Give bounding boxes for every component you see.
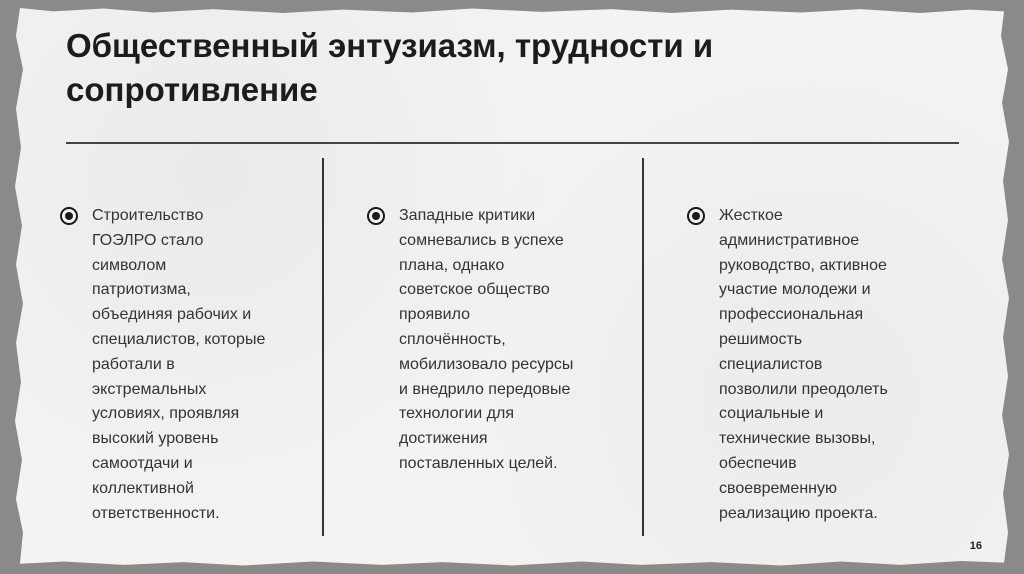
column-text xyxy=(399,204,587,477)
column-administration xyxy=(687,204,907,526)
text-line: реализацию проекта. xyxy=(719,504,878,522)
text-line: объединяя рабочих и xyxy=(92,306,252,324)
text-line: технические вызовы, xyxy=(719,430,876,448)
title-divider xyxy=(66,142,959,144)
text-line: и внедрило передовые xyxy=(399,380,571,398)
text-line: решимость xyxy=(719,330,803,348)
text-line: профессиональная xyxy=(719,306,864,324)
column-divider-right xyxy=(642,158,644,536)
text-line: ответственности. xyxy=(92,504,220,522)
radio-bullet-icon xyxy=(60,207,78,225)
text-line: специалистов, которые xyxy=(92,330,266,348)
radio-bullet-icon xyxy=(367,207,385,225)
text-line: руководство, активное xyxy=(719,256,887,274)
text-line: обеспечив xyxy=(719,454,797,472)
text-line: плана, однако xyxy=(399,256,505,274)
text-line: условиях, проявляя xyxy=(92,405,240,423)
title-line: Общественный энтузиазм, трудности и xyxy=(66,27,714,64)
column-divider-left xyxy=(322,158,324,536)
text-line: участие молодежи и xyxy=(719,281,871,299)
text-line: проявило xyxy=(399,306,470,324)
text-line: ГОЭЛРО стало xyxy=(92,231,204,249)
text-line: коллективной xyxy=(92,479,194,497)
text-line: поставленных целей. xyxy=(399,454,558,472)
text-line: сплочённость, xyxy=(399,330,506,348)
radio-bullet-icon xyxy=(687,207,705,225)
column-western-critics xyxy=(367,204,587,477)
slide-title xyxy=(66,24,946,112)
text-line: патриотизма, xyxy=(92,281,191,299)
text-line: советское общество xyxy=(399,281,550,299)
column-goelro-patriotism xyxy=(60,204,280,526)
title-line: сопротивление xyxy=(66,71,318,108)
text-line: специалистов xyxy=(719,355,823,373)
text-line: позволили преодолеть xyxy=(719,380,888,398)
text-line: социальные и xyxy=(719,405,824,423)
text-line: административное xyxy=(719,231,860,249)
column-text xyxy=(92,204,280,526)
text-line: работали в xyxy=(92,355,175,373)
column-text xyxy=(719,204,907,526)
text-line: достижения xyxy=(399,430,488,448)
text-line: символом xyxy=(92,256,167,274)
text-line: Западные критики xyxy=(399,207,536,224)
text-line: самоотдачи и xyxy=(92,454,193,472)
text-line: технологии для xyxy=(399,405,514,423)
text-line: Жесткое xyxy=(719,207,783,224)
text-line: высокий уровень xyxy=(92,430,219,448)
text-line: своевременную xyxy=(719,479,837,497)
text-line: мобилизовало ресурсы xyxy=(399,355,574,373)
page-number: 16 xyxy=(969,540,982,552)
text-line: экстремальных xyxy=(92,380,207,398)
text-line: Строительство xyxy=(92,207,204,224)
text-line: сомневались в успехе xyxy=(399,231,564,249)
